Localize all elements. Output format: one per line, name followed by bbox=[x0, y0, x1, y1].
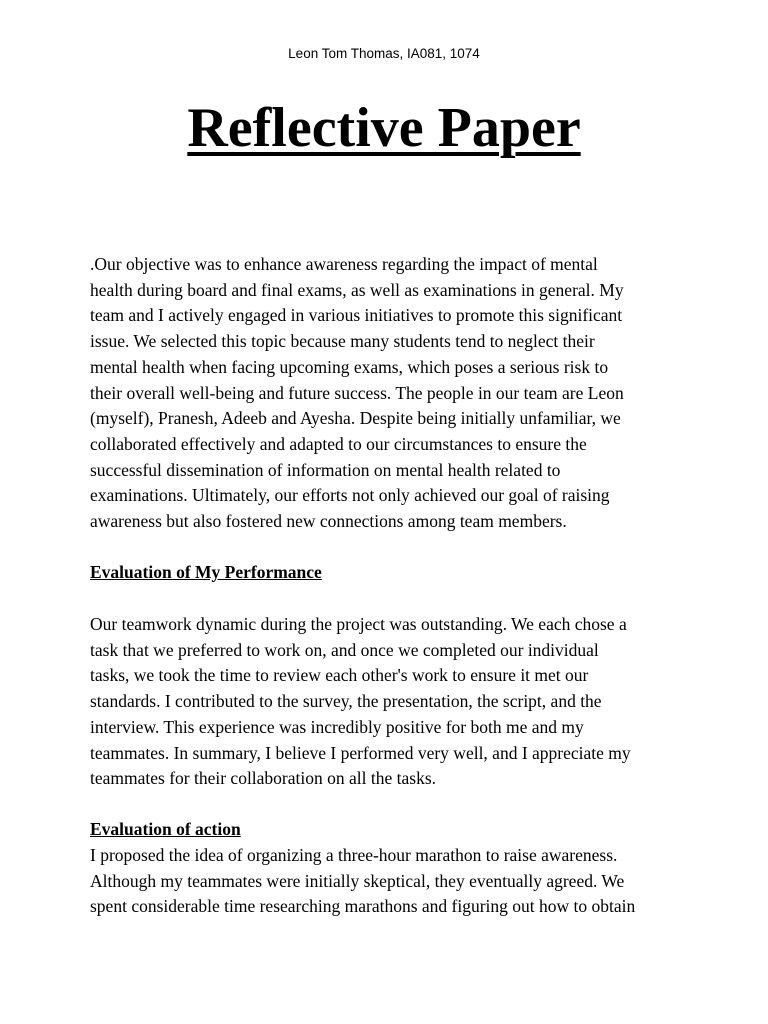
paragraph-line: (myself), Pranesh, Adeeb and Ayesha. Despite being initially unfamiliar, we bbox=[90, 408, 621, 429]
performance-paragraph bbox=[90, 612, 690, 792]
paragraph-line: .Our objective was to enhance awareness regarding the impact of mental bbox=[90, 254, 598, 274]
intro-paragraph bbox=[90, 252, 690, 535]
paragraph-line: issue. We selected this topic because many students tend to neglect their bbox=[90, 331, 595, 352]
paragraph-line: awareness but also fostered new connections among team members. bbox=[90, 511, 567, 532]
paragraph-line: spent considerable time researching marathons and figuring out how to obtain bbox=[90, 896, 636, 917]
author-line: Leon Tom Thomas, IA081, 1074 bbox=[288, 46, 480, 61]
paragraph-line: successful dissemination of information on mental health related to bbox=[90, 459, 561, 480]
paragraph-line: mental health when facing upcoming exams, which poses a serious risk to bbox=[90, 356, 609, 377]
paragraph-line: team and I actively engaged in various initiatives to promote this significant bbox=[90, 305, 623, 326]
paragraph-line: standards. I contributed to the survey, the presentation, the script, and the bbox=[90, 691, 602, 712]
action-paragraph bbox=[90, 843, 690, 920]
paragraph-line: task that we preferred to work on, and once we completed our individual bbox=[90, 639, 599, 660]
paragraph-line: I proposed the idea of organizing a three-hour marathon to raise awareness. bbox=[90, 845, 618, 865]
paragraph-line: Our teamwork dynamic during the project was outstanding. We each chose a bbox=[90, 614, 627, 634]
page-title bbox=[0, 92, 768, 164]
paragraph-line: interview. This experience was incredibly positive for both me and my bbox=[90, 716, 584, 737]
paragraph-line: collaborated effectively and adapted to our circumstances to ensure the bbox=[90, 433, 587, 454]
paragraph-line: Although my teammates were initially skeptical, they eventually agreed. We bbox=[90, 870, 625, 891]
page-title-text: Reflective Paper bbox=[187, 97, 581, 159]
section-heading-performance: Evaluation of My Performance bbox=[90, 562, 322, 582]
paragraph-line: teammates. In summary, I believe I performed very well, and I appreciate my bbox=[90, 742, 631, 763]
paragraph-line: examinations. Ultimately, our efforts not only achieved our goal of raising bbox=[90, 485, 610, 506]
paragraph-line: teammates for their collaboration on all the tasks. bbox=[90, 768, 437, 789]
paragraph-line: health during board and final exams, as well as examinations in general. My bbox=[90, 279, 624, 300]
section-heading-action: Evaluation of action bbox=[90, 819, 241, 839]
paragraph-line: their overall well-being and future success. The people in our team are Leon bbox=[90, 382, 624, 403]
paragraph-line: tasks, we took the time to review each other's work to ensure it met our bbox=[90, 665, 589, 686]
